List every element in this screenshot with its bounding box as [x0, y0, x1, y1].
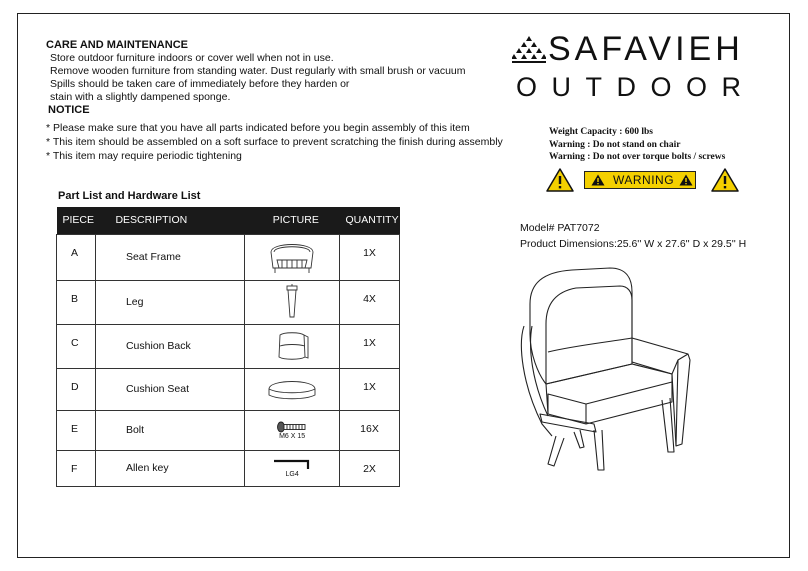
description-cell: Allen key [95, 450, 244, 486]
picture-cell [245, 280, 340, 324]
chair-illustration [512, 264, 702, 474]
table-row [57, 324, 400, 368]
bolt-icon [277, 421, 307, 433]
piece-cell: A [57, 234, 96, 280]
header-piece: PIECE [57, 207, 96, 234]
table-row [57, 280, 400, 324]
picture-cell [245, 368, 340, 410]
allen-key-icon [272, 459, 312, 471]
piece-cell: B [57, 280, 96, 324]
warning-banner-label: WARNING [613, 173, 675, 187]
table-header-row [57, 207, 400, 234]
picture-cell [245, 234, 340, 280]
description-cell: Leg [95, 280, 244, 324]
care-line: Spills should be taken care of immediately before they harden or [50, 78, 350, 90]
table-row [57, 450, 400, 486]
piece-cell: E [57, 410, 96, 450]
piece-cell: F [57, 450, 96, 486]
quantity-cell: 2X [339, 450, 399, 486]
warning-line: Warning : Do not over torque bolts / screws [549, 152, 726, 162]
piece-cell: D [57, 368, 96, 410]
warning-triangle-icon [546, 168, 574, 192]
notice-line: * This item should be assembled on a soft surface to prevent scratching the finish during assembly [46, 136, 503, 148]
warning-text [549, 126, 725, 164]
header-picture: PICTURE [245, 207, 340, 234]
brand-sub: OUTDOOR [516, 72, 756, 102]
seat-frame-icon [265, 238, 319, 276]
weight-capacity: Weight Capacity : 600 lbs [549, 127, 653, 137]
brand-logo [512, 30, 774, 102]
picture-cell [245, 324, 340, 368]
notice-title: NOTICE [48, 104, 90, 116]
care-line: Store outdoor furniture indoors or cover well when not in use. [50, 52, 334, 64]
product-dimensions: Product Dimensions:25.6'' W x 27.6'' D x 29.5'' H [520, 238, 747, 250]
picture-cell [245, 410, 340, 450]
picture-cell [245, 450, 340, 486]
model-number: Model# PAT7072 [520, 222, 600, 234]
care-line: stain with a slightly dampened sponge. [50, 91, 231, 103]
header-quantity: QUANTITY [339, 207, 399, 234]
quantity-cell: 1X [339, 368, 399, 410]
warning-triangle-icon [679, 174, 693, 186]
description-cell: Seat Frame [95, 234, 244, 280]
cushion-back-icon [274, 329, 310, 363]
care-title: CARE AND MAINTENANCE [46, 39, 188, 51]
description-cell: Cushion Back [95, 324, 244, 368]
bolt-caption: M6 X 15 [279, 432, 306, 440]
piece-cell: C [57, 324, 96, 368]
warning-line: Warning : Do not stand on chair [549, 139, 681, 150]
parts-title: Part List and Hardware List [58, 190, 201, 202]
warning-banner [584, 171, 696, 189]
table-row [57, 410, 400, 450]
logo-mark-icon [512, 36, 546, 66]
quantity-cell: 1X [339, 324, 399, 368]
table-row [57, 368, 400, 410]
care-line: Remove wooden furniture from standing water. Dust regularly with small brush or vacuum [50, 65, 466, 77]
leg-icon [284, 284, 300, 320]
description-cell: Cushion Seat [95, 368, 244, 410]
quantity-cell: 4X [339, 280, 399, 324]
header-description: DESCRIPTION [95, 207, 244, 234]
description-cell: Bolt [95, 410, 244, 450]
quantity-cell: 16X [339, 410, 399, 450]
warning-triangle-icon [711, 168, 739, 192]
warning-triangle-icon [591, 174, 605, 186]
table-row [57, 234, 400, 280]
allen-key-caption: LG4 [285, 470, 299, 478]
quantity-cell: 1X [339, 234, 399, 280]
parts-table [56, 207, 400, 487]
cushion-seat-icon [265, 375, 319, 403]
notice-line: * This item may require periodic tightening [46, 150, 242, 162]
notice-line: * Please make sure that you have all parts indicated before you begin assembly of this item [46, 122, 470, 134]
brand-name: SAFAVIEH [548, 30, 744, 68]
